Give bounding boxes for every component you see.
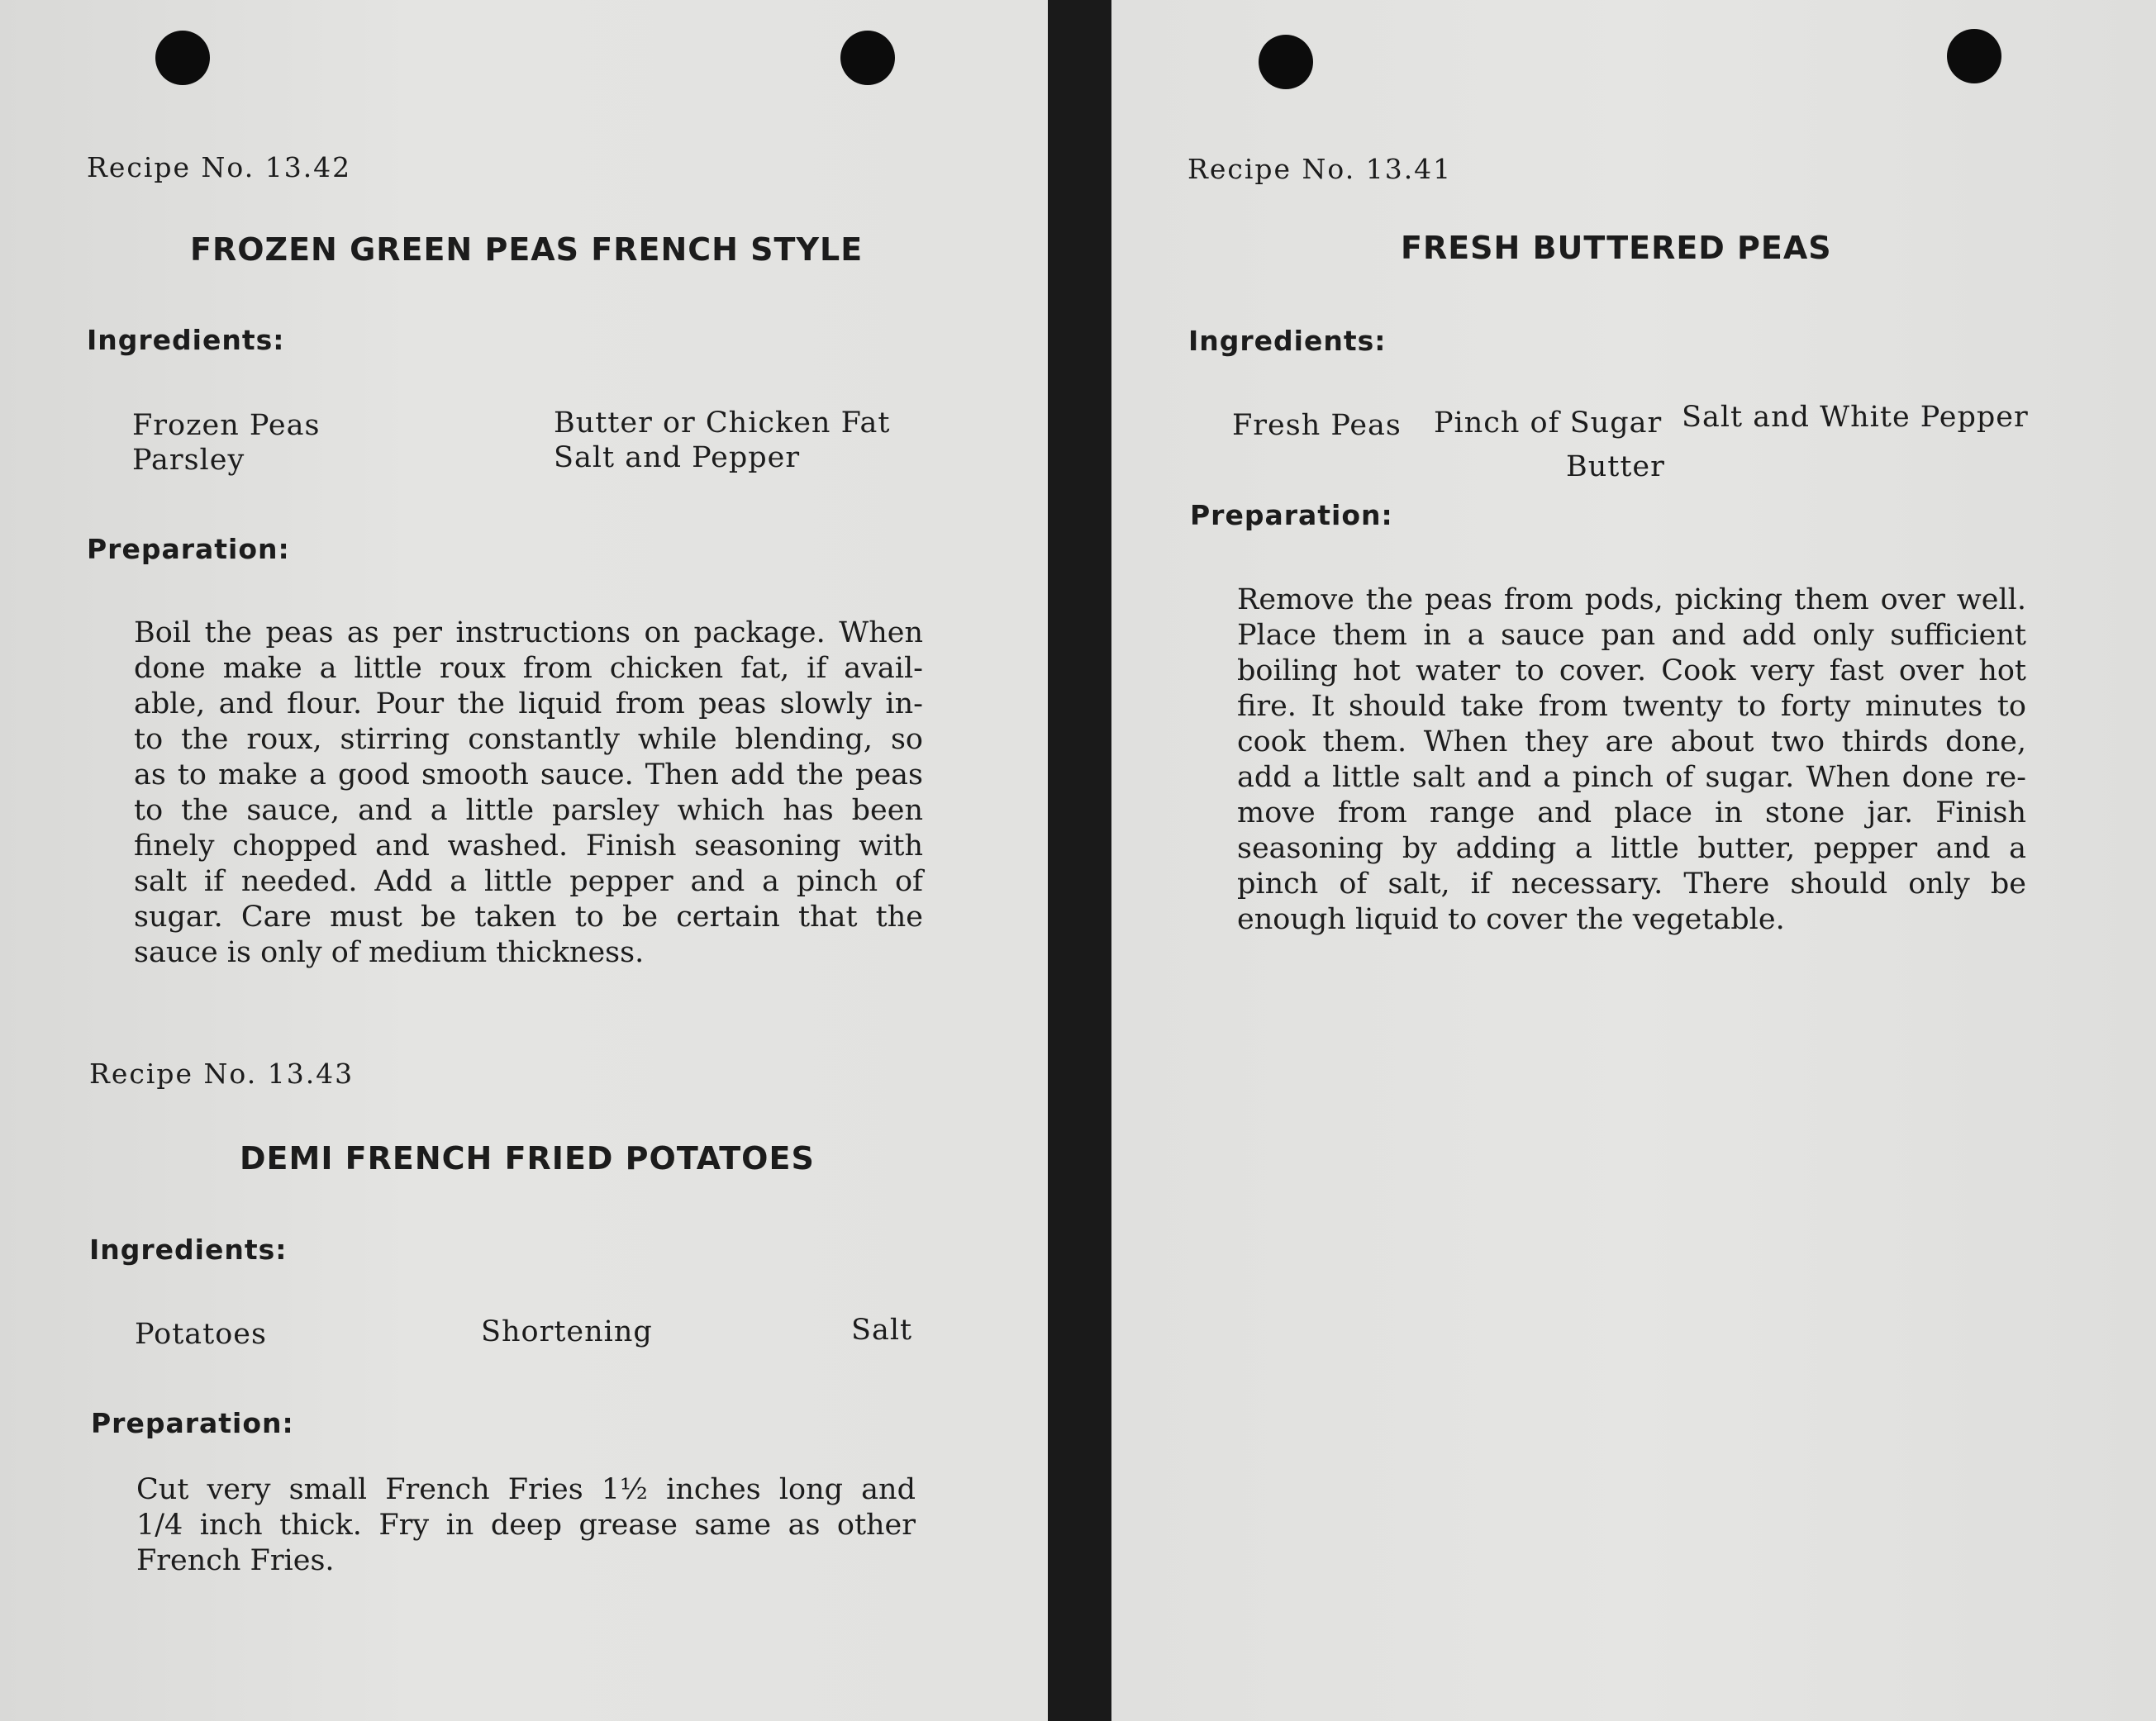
ingredients-label: Ingredients:	[89, 1234, 288, 1266]
preparation-label: Preparation:	[87, 533, 290, 565]
preparation-line: Cut very small French Fries 1½ inches long and	[136, 1473, 916, 1506]
ingredients-label: Ingredients:	[1188, 325, 1387, 357]
punch-hole-icon	[840, 31, 895, 85]
ingredient-item: Fresh Peas	[1232, 409, 1402, 442]
preparation-line: add a little salt and a pinch of sugar. When done re-	[1237, 761, 2026, 794]
preparation-line: seasoning by adding a little butter, pepper and a	[1237, 832, 2026, 865]
recipe-title: FROZEN GREEN PEAS FRENCH STYLE	[190, 231, 864, 268]
preparation-line: cook them. When they are about two thirds done,	[1237, 725, 2026, 758]
preparation-line: to the sauce, and a little parsley which has been	[134, 794, 923, 827]
preparation-line: French Fries.	[136, 1544, 335, 1577]
preparation-line: enough liquid to cover the vegetable.	[1237, 903, 1785, 936]
preparation-line: Remove the peas from pods, picking them over well.	[1237, 583, 2026, 616]
preparation-line: fire. It should take from twenty to forty minutes to	[1237, 690, 2026, 723]
preparation-line: done make a little roux from chicken fat, if avail-	[134, 652, 923, 685]
preparation-line: Boil the peas as per instructions on package. When	[134, 616, 923, 649]
preparation-line: to the roux, stirring constantly while blending, so	[134, 723, 923, 756]
preparation-label: Preparation:	[91, 1407, 294, 1439]
ingredient-item: Frozen Peas	[132, 409, 321, 442]
ingredient-item: Butter or Chicken Fat	[554, 406, 891, 440]
ingredient-item: Parsley	[132, 444, 245, 477]
preparation-line: boiling hot water to cover. Cook very fast over hot	[1237, 654, 2026, 687]
ingredients-label: Ingredients:	[87, 324, 285, 356]
preparation-line: finely chopped and washed. Finish seasoning with	[134, 830, 923, 863]
ingredient-item: Salt	[851, 1314, 913, 1347]
ingredient-item: Butter	[1566, 450, 1665, 483]
preparation-line: as to make a good smooth sauce. Then add the peas	[134, 758, 923, 792]
preparation-label: Preparation:	[1190, 499, 1393, 531]
preparation-text	[136, 1472, 916, 1579]
recipe-card-right	[1111, 0, 2156, 1721]
recipe-title: FRESH BUTTERED PEAS	[1401, 230, 1832, 266]
preparation-text	[1237, 582, 2026, 938]
ingredient-item: Salt and White Pepper	[1682, 401, 2029, 434]
recipe-card-left	[0, 0, 1048, 1721]
recipe-number: Recipe No. 13.42	[87, 151, 352, 183]
preparation-line: Place them in a sauce pan and add only sufficient	[1237, 619, 2026, 652]
recipe-number: Recipe No. 13.41	[1187, 153, 1453, 185]
preparation-line: pinch of salt, if necessary. There should only be	[1237, 868, 2026, 901]
punch-hole-icon	[1259, 35, 1313, 89]
preparation-line: sauce is only of medium thickness.	[134, 936, 645, 969]
ingredient-item: Pinch of Sugar	[1434, 406, 1663, 440]
punch-hole-icon	[155, 31, 210, 85]
ingredient-item: Potatoes	[135, 1318, 267, 1351]
preparation-line: 1/4 inch thick. Fry in deep grease same as other	[136, 1509, 916, 1542]
preparation-text	[134, 616, 923, 971]
preparation-line: able, and flour. Pour the liquid from peas slowly in-	[134, 687, 923, 720]
recipe-number: Recipe No. 13.43	[89, 1058, 355, 1090]
preparation-line: salt if needed. Add a little pepper and a pinch of	[134, 865, 923, 898]
preparation-line: move from range and place in stone jar. Finish	[1237, 796, 2026, 830]
preparation-line: sugar. Care must be taken to be certain that the	[134, 901, 923, 934]
ingredient-item: Shortening	[481, 1315, 653, 1348]
punch-hole-icon	[1947, 29, 2001, 83]
ingredient-item: Salt and Pepper	[554, 441, 801, 474]
recipe-title: DEMI FRENCH FRIED POTATOES	[240, 1140, 815, 1177]
